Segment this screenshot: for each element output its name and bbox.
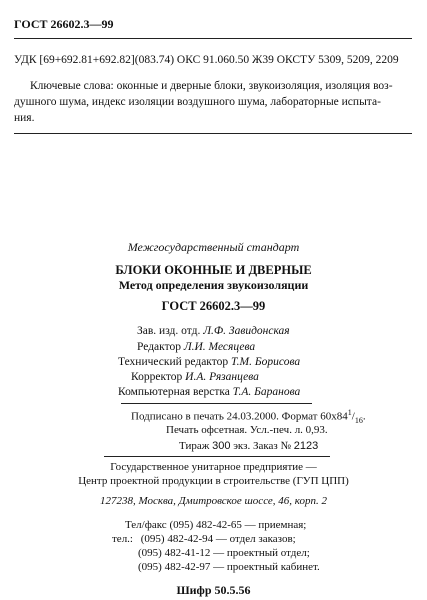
publisher-line-2: Центр проектной продукции в строительстве (ГУП ЦПП) [78,475,349,487]
publisher-line-1: Государственное унитарное предприятие — [110,461,317,473]
standard-type: Межгосударственный стандарт [127,240,300,254]
contact-number: (095) 482-42-94 [140,533,214,545]
staff-line-3 [118,356,300,368]
staff-line-2 [137,341,255,353]
staff-name: Л.И. Месяцева [183,341,256,353]
contact-row [138,561,320,573]
run-order-line [179,440,318,452]
cipher: Шифр 50.5.56 [176,583,251,597]
staff-role: Корректор [131,371,183,383]
print-divider [104,456,330,457]
imprint-title: БЛОКИ ОКОННЫЕ И ДВЕРНЫЕ [115,263,312,277]
keywords-divider [14,133,412,134]
run-label: Тираж [179,440,210,452]
contact-label: тел.: [112,533,133,545]
keywords-line-3: ния. [14,112,35,124]
contact-number: (095) 482-42-65 [169,519,242,531]
staff-line-1 [137,325,290,337]
order-value: 2123 [293,440,319,452]
contact-number: (095) 482-41-12 [138,547,211,559]
udk-line: УДК [69+692.81+692.82](083.74) ОКС 91.060.50 Ж39 ОКСТУ 5309, 5209, 2209 [14,54,399,66]
format-sup: 1 [347,408,352,417]
signed-line: Подписано в печать 24.03.2000. Формат $60x84^1/_{16}$. [131,408,366,425]
keywords-line-2: душного шума, индекс изоляции воздушного шума, лабораторные испыта- [14,96,381,108]
signed-text: Подписано в печать 24.03.2000. Формат 60x84 [131,410,348,423]
contact-dept: — приемная; [244,519,307,531]
run-value: 300 [212,440,231,452]
staff-divider [121,403,312,404]
contact-dept: — проектный кабинет. [213,561,320,573]
header-divider [14,38,412,39]
staff-name: Т.А. Баранова [232,386,301,398]
contact-row [125,519,306,531]
contact-row [112,533,296,545]
imprint-subtitle: Метод определения звукоизоляции [118,278,309,292]
publisher-address: 127238, Москва, Дмитровское шоссе, 46, корп. 2 [99,495,328,507]
staff-role: Зав. изд. отд. [137,325,201,337]
staff-name: Т.М. Борисова [231,356,301,368]
contact-dept: — отдел заказов; [215,533,296,545]
imprint-gost-code: ГОСТ 26602.3—99 [161,299,266,313]
staff-role: Технический редактор [118,356,229,368]
format-sub: 16 [354,415,363,425]
contact-row [138,547,310,559]
contact-dept: — проектный отдел; [213,547,310,559]
staff-role: Редактор [137,341,181,353]
contact-label: Тел/факс [125,519,167,531]
staff-line-4 [131,371,259,383]
staff-name: И.А. Рязанцева [185,371,259,383]
keywords-line-1: Ключевые слова: оконные и дверные блоки, звукоизоляция, изоляция воз- [30,80,393,92]
staff-name: Л.Ф. Завидонская [203,325,290,337]
contact-number: (095) 482-42-97 [138,561,211,573]
gost-code-header: ГОСТ 26602.3—99 [14,17,114,31]
offset-line: Печать офсетная. Усл.-печ. л. 0,93. [166,424,328,436]
staff-line-5 [118,386,300,398]
order-label: экз. Заказ № [233,440,291,452]
staff-role: Компьютерная верстка [118,386,230,398]
